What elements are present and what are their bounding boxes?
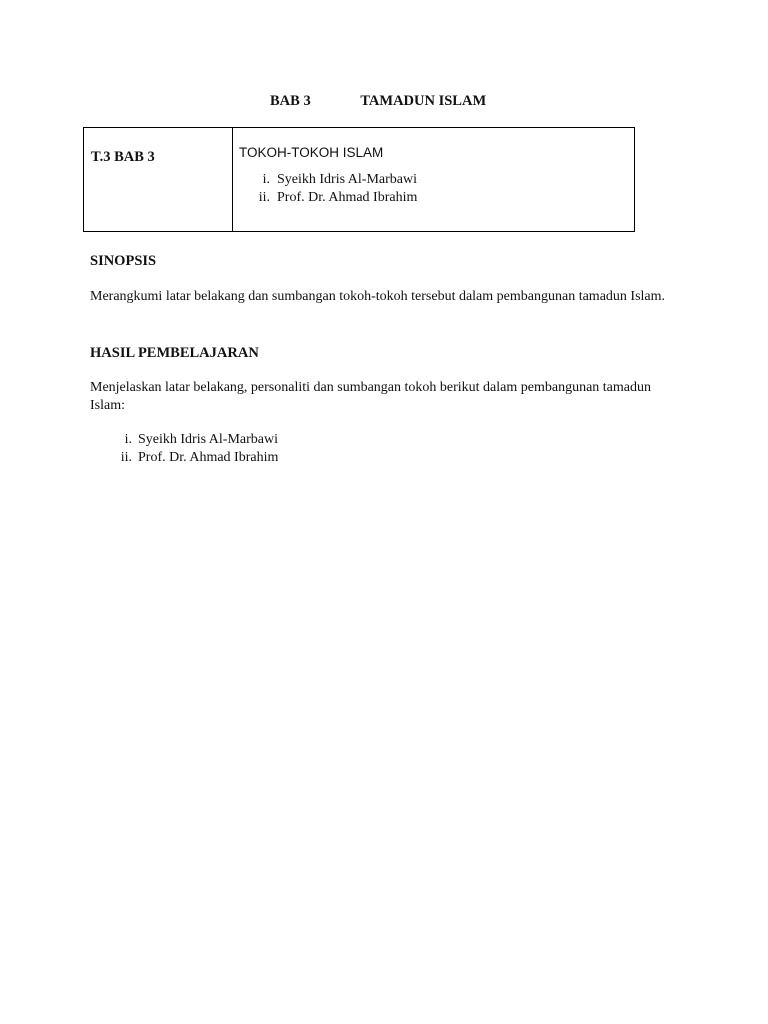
list-marker: ii.	[258, 190, 270, 205]
topic-list	[239, 171, 634, 207]
learning-outcomes-text: Menjelaskan latar belakang, personaliti dan sumbangan tokoh berikut dalam pembangunan tamadun Islam:	[90, 380, 651, 413]
list-item	[239, 171, 634, 189]
list-item-text: Prof. Dr. Ahmad Ibrahim	[277, 190, 418, 205]
synopsis-text: Merangkumi latar belakang dan sumbangan tokoh-tokoh tersebut dalam pembangunan tamadun Islam.	[90, 289, 666, 304]
list-marker: ii.	[120, 450, 132, 465]
list-item-text: Prof. Dr. Ahmad Ibrahim	[138, 450, 279, 465]
topic-title: TOKOH-TOKOH ISLAM	[239, 145, 384, 160]
chapter-title: TAMADUN ISLAM	[360, 93, 487, 109]
topic-content-cell	[233, 128, 634, 231]
list-marker: i.	[262, 172, 270, 187]
list-marker: i.	[124, 432, 132, 447]
outcome-list	[90, 431, 278, 467]
list-item	[90, 431, 278, 449]
topic-table	[83, 127, 635, 232]
list-item-text: Syeikh Idris Al-Marbawi	[138, 432, 278, 447]
chapter-number: BAB 3	[270, 93, 311, 109]
learning-outcomes-heading: HASIL PEMBELAJARAN	[90, 345, 259, 361]
list-item-text: Syeikh Idris Al-Marbawi	[277, 172, 417, 187]
topic-code-cell: T.3 BAB 3	[84, 128, 233, 231]
chapter-heading	[270, 93, 486, 110]
list-item	[90, 449, 278, 467]
list-item	[239, 189, 634, 207]
synopsis-heading: SINOPSIS	[90, 253, 157, 269]
